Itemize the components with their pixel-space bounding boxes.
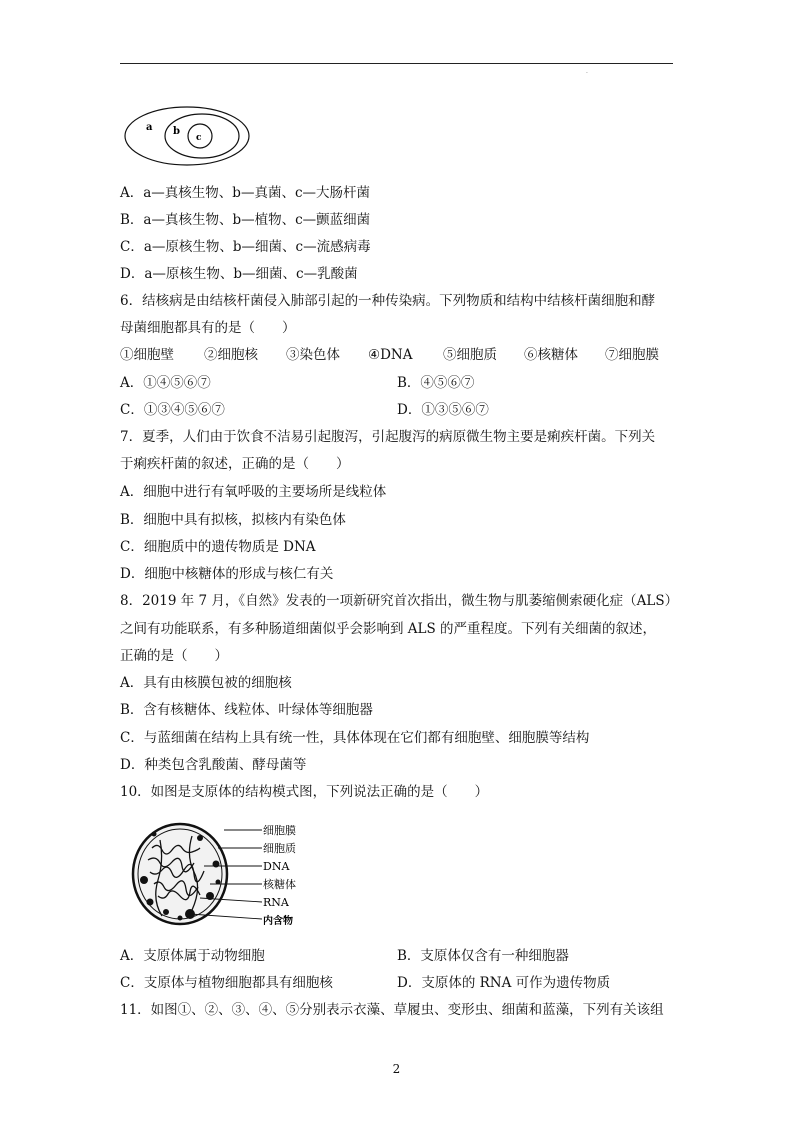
q5-option-b: B．a—真核生物、b—植物、c—颤蓝细菌 [120, 212, 371, 228]
q6-option-c: C．①③④⑤⑥⑦ [120, 402, 225, 418]
q8-stem-line3: 正确的是（ ） [120, 648, 228, 664]
q8-stem-line1: 8．2019 年 7 月，《自然》发表的一项新研究首次指出，微生物与肌萎缩侧索硬化症（ALS） [120, 593, 679, 609]
q7-option-c: C．细胞质中的遗传物质是 DNA [120, 539, 316, 555]
q6-stem-line1: 6．结核病是由结核杆菌侵入肺部引起的一种传染病。下列物质和结构中结核杆菌细胞和酵 [120, 293, 656, 309]
q6-item-3: ③染色体 [286, 347, 340, 363]
q6-option-b: B．④⑤⑥⑦ [397, 375, 475, 391]
q7-stem-line2: 于痢疾杆菌的叙述，正确的是（ ） [120, 456, 350, 472]
page-number: 2 [392, 1062, 401, 1076]
q6-item-5: ⑤细胞质 [443, 347, 497, 363]
nested-set-diagram [122, 104, 254, 168]
q8-stem-line2: 之间有功能联系，有多种肠道细菌似乎会影响到 ALS 的严重程度。下列有关细菌的叙述， [120, 621, 657, 637]
q5-option-a: A．a—真核生物、b—真菌、c—大肠杆菌 [120, 185, 371, 201]
q8-option-b: B．含有核糖体、线粒体、叶绿体等细胞器 [120, 702, 373, 718]
q5-option-c: C．a—原核生物、b—细菌、c—流感病毒 [120, 239, 371, 255]
label-cell-membrane: 细胞膜 [263, 824, 296, 837]
label-b: b [173, 126, 180, 137]
header-mark: · [586, 70, 588, 77]
q7-option-b: B．细胞中具有拟核，拟核内有染色体 [120, 512, 346, 528]
mycoplasma-diagram [130, 818, 310, 934]
label-cytoplasm: 细胞质 [263, 842, 296, 855]
q7-option-d: D．细胞中核糖体的形成与核仁有关 [120, 566, 334, 582]
cell-membrane-outline [133, 824, 227, 924]
q6-stem-line2: 母菌细胞都具有的是（ ） [120, 320, 296, 336]
label-rna: RNA [263, 896, 289, 909]
q6-item-4: ④DNA [368, 347, 413, 363]
label-c: c [196, 133, 202, 143]
q5-option-d: D．a—原核生物、b—细菌、c—乳酸菌 [120, 266, 358, 282]
q10-option-b: B．支原体仅含有一种细胞器 [397, 948, 569, 964]
q11-stem-line1: 11．如图①、②、③、④、⑤分别表示衣藻、草履虫、变形虫、细菌和蓝藻，下列有关该组 [120, 1002, 664, 1018]
q6-item-1: ①细胞壁 [120, 347, 174, 363]
label-a: a [146, 122, 153, 133]
label-ribosome: 核糖体 [263, 878, 296, 891]
q6-item-6: ⑥核糖体 [524, 347, 578, 363]
q6-item-2: ②细胞核 [204, 347, 258, 363]
q10-option-a: A．支原体属于动物细胞 [120, 948, 265, 964]
q10-stem: 10．如图是支原体的结构模式图，下列说法正确的是（ ） [120, 784, 489, 800]
label-inclusions: 内含物 [263, 916, 293, 927]
label-dna: DNA [263, 860, 290, 873]
q10-option-c: C．支原体与植物细胞都具有细胞核 [120, 975, 333, 991]
q8-option-c: C．与蓝细菌在结构上具有统一性，具体体现在它们都有细胞壁、细胞膜等结构 [120, 730, 590, 746]
q6-option-a: A．①④⑤⑥⑦ [120, 375, 211, 391]
q6-option-d: D．①③⑤⑥⑦ [397, 402, 489, 418]
q8-option-a: A．具有由核膜包被的细胞核 [120, 675, 292, 691]
header-rule [120, 63, 673, 64]
q7-option-a: A．细胞中进行有氧呼吸的主要场所是线粒体 [120, 484, 387, 500]
q10-option-d: D．支原体的 RNA 可作为遗传物质 [397, 975, 611, 991]
q8-option-d: D．种类包含乳酸菌、酵母菌等 [120, 757, 307, 773]
q7-stem-line1: 7．夏季，人们由于饮食不洁易引起腹泻，引起腹泻的病原微生物主要是痢疾杆菌。下列关 [120, 429, 656, 445]
q6-item-7: ⑦细胞膜 [605, 347, 659, 363]
